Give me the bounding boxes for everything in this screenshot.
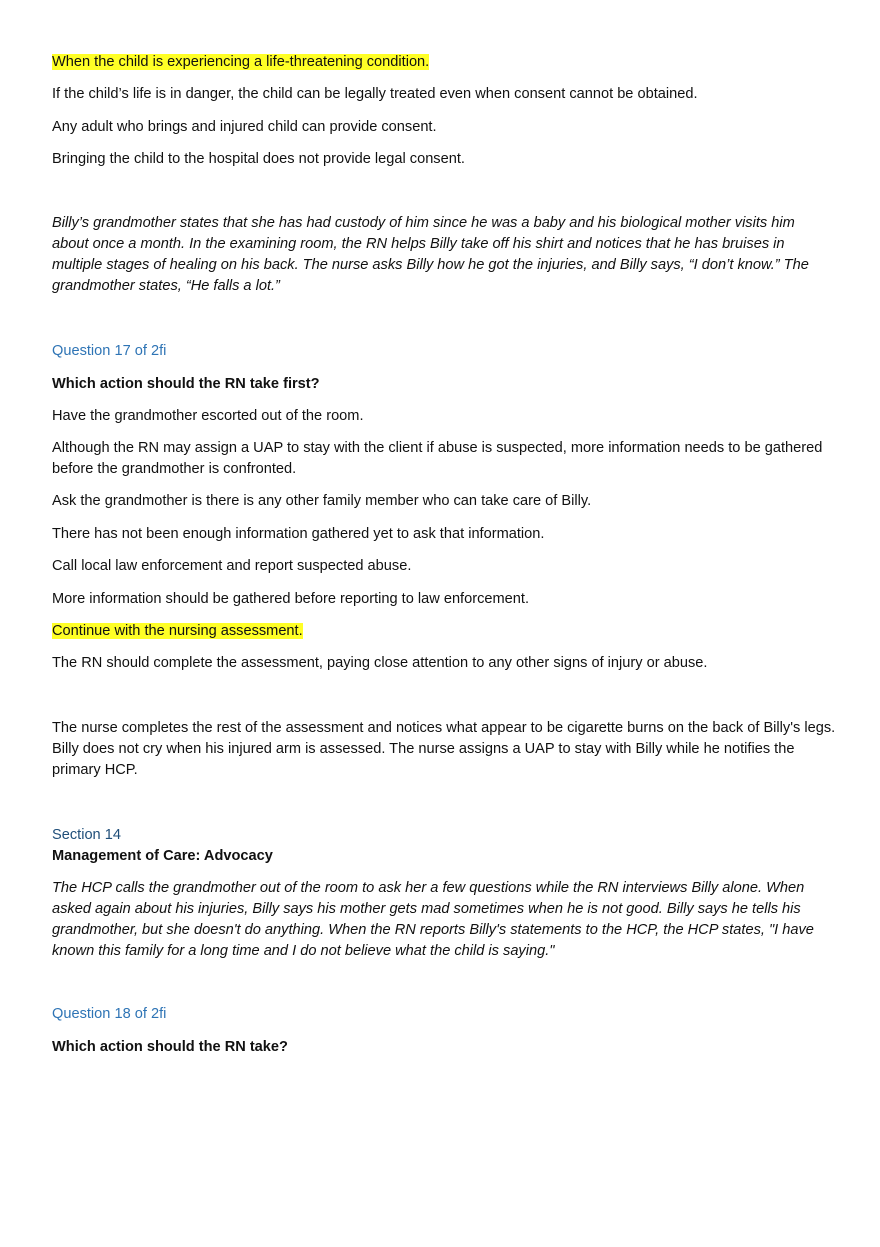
question-prompt: Which action should the RN take? bbox=[52, 1039, 288, 1055]
rationale-text: If the child’s life is in danger, the child can be legally treated even when consent cannot be obtained. bbox=[52, 86, 698, 102]
rationale-text: There has not been enough information gathered yet to ask that information. bbox=[52, 526, 545, 542]
scenario-paragraph: Billy’s grandmother states that she has had custody of him since he was a baby and his biological mother visits him about once a month. In the examining room, the RN helps Billy take off his shirt and notices that he has bruises in multiple stages of healing on his back. The nurse asks Billy how he got the injuries, and Billy says, “I don’t know.” The grandmother states, “He falls a lot.” bbox=[52, 215, 809, 294]
rationale-text: Bringing the child to the hospital does not provide legal consent. bbox=[52, 151, 465, 167]
rationale-text: The RN should complete the assessment, paying close attention to any other signs of injury or abuse. bbox=[52, 655, 708, 671]
section-label: Section 14 bbox=[52, 827, 121, 843]
question-prompt: Which action should the RN take first? bbox=[52, 376, 320, 392]
scenario-paragraph: The HCP calls the grandmother out of the room to ask her a few questions while the RN interviews Billy alone. When asked again about his injuries, Billy says his mother gets mad sometimes when he is not good. Billy says he tells his grandmother, but she doesn't do anything. When the RN reports Billy's statements to the HCP, the HCP states, "I have known this family for a long time and I do not believe what the child is saying." bbox=[52, 880, 814, 959]
highlighted-answer bbox=[52, 52, 832, 73]
question-number: Question 18 of 2fi bbox=[52, 1006, 167, 1022]
question-number: Question 17 of 2fi bbox=[52, 343, 167, 359]
rationale-text: More information should be gathered before reporting to law enforcement. bbox=[52, 591, 530, 607]
answer-option: Call local law enforcement and report suspected abuse. bbox=[52, 558, 412, 574]
answer-option: Any adult who brings and injured child can provide consent. bbox=[52, 119, 437, 135]
rationale-text: Although the RN may assign a UAP to stay with the client if abuse is suspected, more information needs to be gathered before the grandmother is confronted. bbox=[52, 440, 823, 477]
answer-option: Have the grandmother escorted out of the room. bbox=[52, 408, 364, 424]
highlight-text: Continue with the nursing assessment. bbox=[52, 623, 303, 639]
highlight-text: When the child is experiencing a life-threatening condition. bbox=[52, 54, 430, 70]
scenario-paragraph: The nurse completes the rest of the assessment and notices what appear to be cigarette burns on the back of Billy's legs. Billy does not cry when his injured arm is assessed. The nurse assigns a UAP to stay with Billy while he notifies the primary HCP. bbox=[52, 720, 836, 778]
correct-answer bbox=[52, 621, 832, 642]
section-title: Management of Care: Advocacy bbox=[52, 848, 273, 864]
answer-option: Ask the grandmother is there is any other family member who can take care of Billy. bbox=[52, 493, 592, 509]
